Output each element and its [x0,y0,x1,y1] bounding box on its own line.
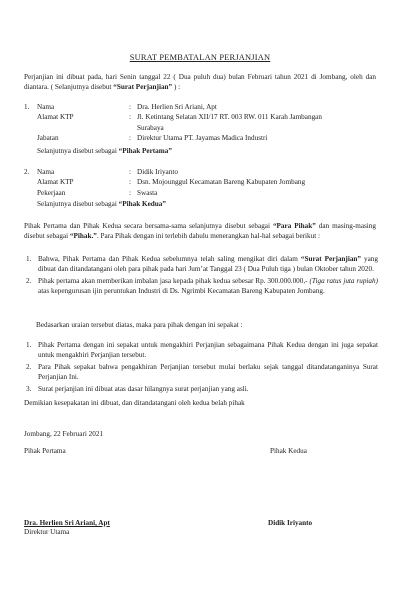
para-pihak-paragraph: Pihak Pertama dan Pihak Kedua secara bersama-sama selanjutnya disebut sebagai “Para Pihak” dan masing-masing disebut sebagai “Pihak.”. Para Pihak dengan ini terlebih dahulu menerangkan hal-hal sebagai berikut : [24,222,376,241]
agreement-intro: Bedasarkan uraian tersebut diatas, maka para pihak dengan ini sepakat : [36,321,243,329]
field-value: Swasta [137,188,158,197]
field-label: Nama [37,168,55,176]
field-value: Direktur Utama PT. Jayamas Madica Industri [137,134,268,143]
field-value: Didik Iriyanto [137,168,178,176]
intro-term: “Surat Perjanjian” [113,83,173,92]
sign-left-title: Direktur Utama [24,528,70,536]
field-label: Pekerjaan [37,188,66,197]
place-date: Jombang, 22 Februari 2021 [24,430,104,438]
list-item: 1. Pihak Pertama dengan ini sepakat untuk mengakhiri Perjanjian sebagaimana Pihak Kedua dengan ini juga sepakat untuk mengakhiri Perjanjian tersebut. [26,341,378,360]
list-item: 3. Surat perjanjian ini dibuat atas dasar hilangnya surat perjanjian yang asli. [26,384,249,393]
party-first-position-row: Jabatan : Direktur Utama PT. Jayamas Madica Industri [37,133,377,143]
party-second-name-row: Nama : Didik Iriyanto [37,167,377,177]
list-item: 2. Pihak pertama akan memberikan imbalan jasa kepada pihak kedua sebesar Rp. 300.000.000,- (Tiga ratus juta rupiah) atas kepengurusan ijin peruntukan Industri di Ds. Ngrimbi Kecamatan Bareng Kabupaten Jombang. [26,276,379,296]
sign-left-role: Pihak Pertama [24,447,66,455]
party-first-name-row: Nama : Dra. Herlien Sri Ariani, Apt [37,102,377,112]
document-title: SURAT PEMBATALAN PERJANJIAN [129,53,271,62]
list-item: 2. Para Pihak sepakat bahwa pengakhiran Perjanjian tersebut mulai berlaku sejak tanggal ditandatanganinya Surat Perjanjian Ini. [26,362,378,382]
party-first-number: 1. [24,103,30,111]
field-label: Jabatan [37,134,59,143]
field-value: Dra. Herlien Sri Ariani, Apt [137,103,217,111]
pihak-term: “Pihak.” [69,232,97,241]
recitals-list [26,254,379,298]
field-label: Alamat KTP [37,178,74,187]
field-label: Alamat KTP [37,113,74,122]
agreements-list [26,340,378,395]
party-second-occupation-row: Pekerjaan : Swasta [37,188,377,198]
party-second-alias: Selanjutnya disebut sebagai “Pihak Kedua” [37,200,166,209]
intro-tail: ) : [172,83,181,92]
party-first-alias: Selanjutnya disebut sebagai “Pihak Pertama” [37,146,172,155]
para-pihak-term: “Para Pihak” [272,222,316,230]
party-first [24,102,377,156]
party-second [24,167,377,210]
field-label: Nama [37,103,55,111]
party-first-alias-term: “Pihak Pertama” [118,146,172,155]
intro-text: Perjanjian ini dibuat pada, hari Senin tanggal 22 ( Dua puluh dua) bulan Februari tahun 2021 di Jombang, oleh dan diantara. ( Selanjutnya disebut [24,73,376,92]
sign-left-name: Dra. Herlien Sri Ariani, Apt [24,519,110,527]
sign-right-role: Pihak Kedua [270,447,307,455]
party-second-alias-term: “Pihak Kedua” [118,200,166,209]
party-second-address-row: Alamat KTP : Dsn. Mojounggul Kecamatan Bareng Kabupaten Jombang [37,177,377,187]
field-value: Jl. Ketintang Selatan XII/17 RT. 003 RW. 011 Karah Jambangan Surabaya [137,113,322,132]
sign-right-name: Didik Iriyanto [268,519,313,527]
field-value: Dsn. Mojounggul Kecamatan Bareng Kabupaten Jombang [137,178,306,187]
intro-paragraph [24,72,376,93]
list-item: 1. Bahwa, Pihak Pertama dan Pihak Kedua sebelumnya telah saling mengikat diri dalam “Surat Perjanjian” yang dibuat dan ditandatangani oleh para pihak pada hari Jum’at Tanggal 23 ( Dua Puluh tiga ) bulan Oktober tahun 2020. [26,255,378,274]
party-second-number: 2. [24,168,30,176]
closing-statement: Demikian kesepakatan ini dibuat, dan ditandatangani oleh kedua belah pihak [24,399,245,407]
party-first-address-row: Alamat KTP : Jl. Ketintang Selatan XII/17 RT. 003 RW. 011 Karah Jambangan Surabaya [37,112,377,133]
